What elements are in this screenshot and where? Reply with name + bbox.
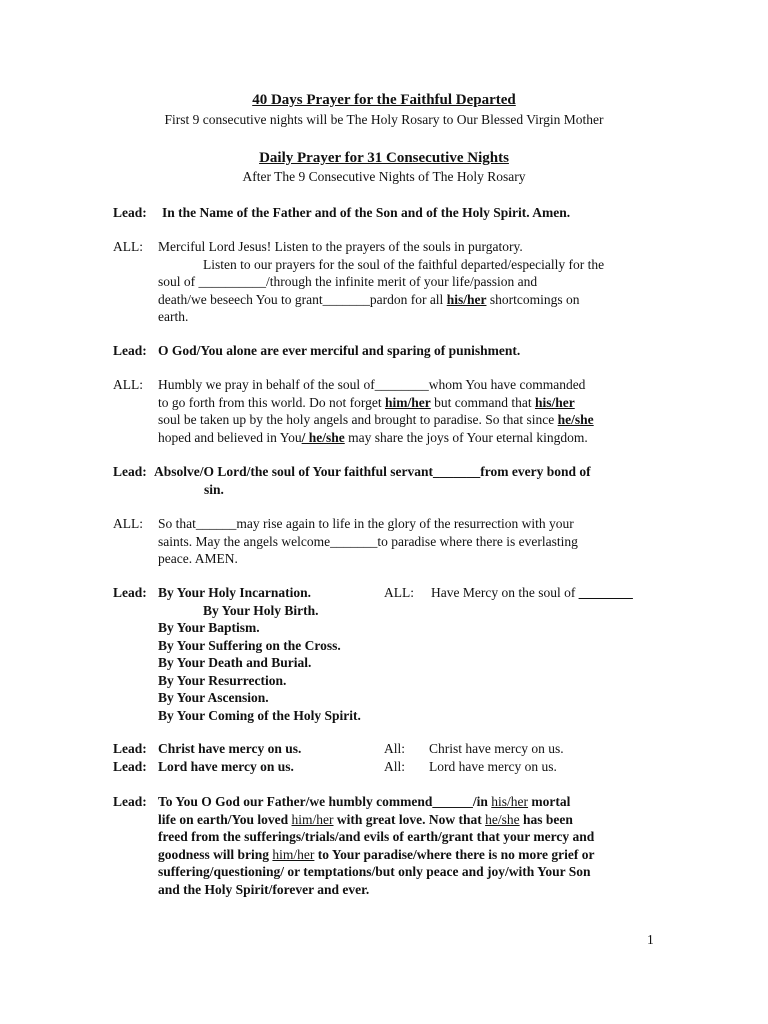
pronoun-underlined: he/she (485, 811, 520, 827)
lead-text: In the Name of the Father and of the Son and of the Holy Spirit. Amen. (162, 205, 571, 220)
pronoun-underlined: / he/she (301, 429, 345, 445)
litany-item: By Your Suffering on the Cross. (158, 637, 341, 653)
text-line (158, 846, 595, 864)
text-line: sin. (204, 481, 224, 497)
all-block-2 (158, 376, 594, 446)
text-line: Humbly we pray in behalf of the soul of________whom You have commanded (158, 377, 586, 392)
lead-label: Lead: (113, 759, 147, 774)
lead-text: Lord have mercy on us. (158, 759, 294, 774)
pronoun-underlined: him/her (272, 846, 315, 862)
text-fragment: hoped and believed in You (158, 429, 302, 445)
lead-label: Lead: (113, 205, 147, 220)
lead-label: Lead: (113, 343, 147, 358)
text-line: and the Holy Spirit/forever and ever. (158, 881, 370, 897)
pronoun-underlined: his/her (534, 394, 575, 410)
text-fragment: but command that (430, 394, 535, 410)
text-fragment: soul be taken up by the holy angels and brought to paradise. So that since (158, 412, 558, 427)
text-fragment: life on earth/You loved (158, 811, 292, 827)
litany-list (158, 584, 361, 724)
pronoun-underlined: him/her (384, 394, 431, 410)
text-line (158, 394, 594, 412)
name-blank: ________ (578, 585, 633, 600)
text-line: Listen to our prayers for the soul of the faithful departed/especially for the (203, 256, 605, 272)
text-fragment: mortal (528, 794, 571, 809)
all-label: ALL: (113, 239, 143, 254)
section-title: Daily Prayer for 31 Consecutive Nights (259, 150, 509, 166)
text-line (158, 429, 594, 447)
litany-item: By Your Ascension. (158, 690, 269, 705)
page-number: 1 (647, 932, 654, 947)
all-label: ALL: (113, 377, 143, 392)
text-line: suffering/questioning/ or temptations/but only peace and joy/with Your Son (158, 864, 591, 879)
response-text: Have Mercy on the soul of (431, 585, 579, 600)
lead-label: Lead: (113, 794, 147, 809)
pronoun-underlined: his/her (491, 794, 529, 809)
litany-item: By Your Holy Birth. (203, 602, 319, 618)
lead-block-3 (154, 463, 591, 498)
final-lead-block (158, 793, 595, 898)
text-fragment: with great love. Now that (333, 811, 486, 827)
text-line: Absolve/O Lord/the soul of Your faithful servant_______from every bond of (154, 464, 591, 479)
page-title: 40 Days Prayer for the Faithful Departed (252, 92, 516, 108)
text-fragment: has been (519, 811, 573, 827)
litany-item: By Your Holy Incarnation. (158, 585, 312, 600)
text-line: soul of __________/through the infinite merit of your life/passion and (158, 274, 538, 289)
all-text: Lord have mercy on us. (429, 759, 557, 774)
litany-item: By Your Coming of the Holy Spirit. (158, 707, 361, 723)
text-line (158, 291, 604, 309)
lead-label: Lead: (113, 585, 147, 600)
text-line: saints. May the angels welcome_______to paradise where there is everlasting (158, 533, 578, 549)
pronoun-underlined: him/her (291, 811, 334, 827)
text-fragment: To You O God our Father/we humbly commend______/in (158, 794, 492, 809)
text-line (158, 411, 594, 429)
litany-item: By Your Resurrection. (158, 672, 287, 688)
all-text: Christ have mercy on us. (429, 741, 564, 756)
all-label: ALL: (113, 516, 143, 531)
text-fragment: may share the joys of Your eternal kingdom. (344, 429, 588, 445)
pronoun-underlined: his/her (446, 291, 487, 307)
text-fragment: death/we beseech You to grant_______pardon for all (158, 291, 447, 307)
litany-item: By Your Baptism. (158, 620, 260, 635)
all-block-3 (158, 515, 578, 568)
litany-response (384, 584, 633, 602)
lead-text: O God/You alone are ever merciful and sparing of punishment. (158, 343, 521, 358)
all-label: All: (384, 759, 406, 774)
text-fragment: shortcomings on (486, 291, 580, 307)
lead-label: Lead: (113, 741, 147, 756)
text-fragment: to go forth from this world. Do not forget (158, 394, 385, 410)
text-fragment: to Your paradise/where there is no more grief or (314, 846, 595, 862)
pronoun-underlined: he/she (557, 412, 594, 427)
text-line (158, 793, 595, 811)
lead-label: Lead: (113, 464, 147, 479)
section-subtitle: After The 9 Consecutive Nights of The Holy Rosary (242, 169, 526, 184)
text-line: freed from the sufferings/trials/and evils of earth/grant that your mercy and (158, 829, 595, 844)
text-line (158, 811, 595, 829)
all-label: All: (384, 741, 406, 756)
lead-text: Christ have mercy on us. (158, 741, 302, 756)
all-block-1 (158, 238, 604, 326)
text-line: Merciful Lord Jesus! Listen to the prayers of the souls in purgatory. (158, 239, 523, 254)
text-line: earth. (158, 309, 189, 324)
text-fragment: goodness will bring (158, 846, 273, 862)
text-line (384, 584, 633, 602)
text-line: peace. AMEN. (158, 551, 238, 566)
litany-item: By Your Death and Burial. (158, 655, 312, 670)
text-line: So that______may rise again to life in the glory of the resurrection with your (158, 516, 574, 531)
all-label: ALL: (384, 585, 414, 600)
page-subtitle: First 9 consecutive nights will be The Holy Rosary to Our Blessed Virgin Mother (164, 112, 604, 127)
